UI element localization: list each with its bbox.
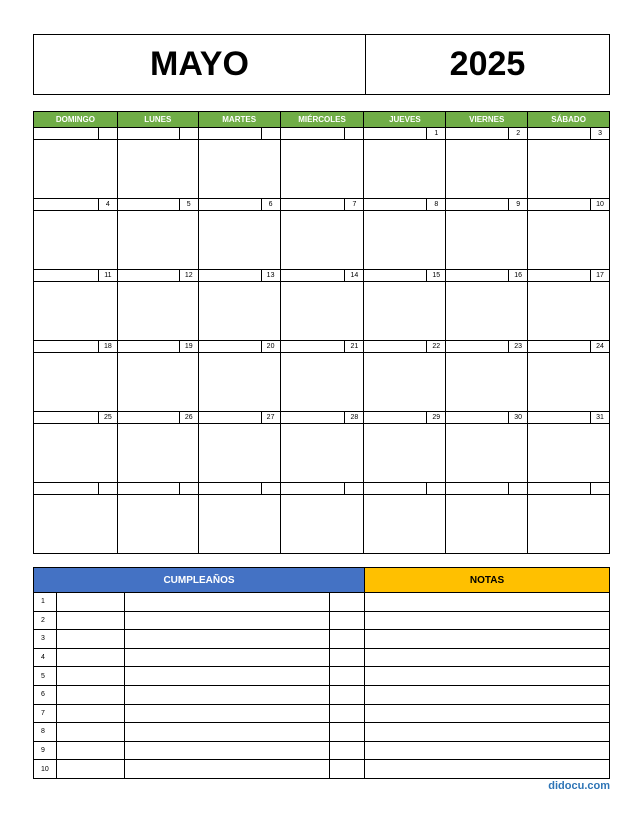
row-index: 6 [34,686,57,704]
day-body-cell[interactable] [34,211,118,270]
day-body-cell[interactable] [446,211,528,270]
birthday-cell[interactable] [57,667,125,685]
day-number-cell [34,412,118,424]
birthdays-header: CUMPLEAÑOS [34,568,365,592]
day-label-blank[interactable] [34,199,99,210]
row-index: 10 [34,760,57,779]
day-body-cell[interactable] [281,424,365,483]
day-number: 1 [434,130,439,137]
birthday-cell[interactable] [125,612,330,630]
weekday-header: SÁBADO [528,112,610,128]
birthday-cell[interactable] [330,667,365,685]
day-number-cell [281,199,365,211]
day-label-blank[interactable] [34,483,99,494]
day-label-blank[interactable] [199,199,262,210]
day-label-blank[interactable] [118,270,180,281]
day-number [427,483,445,494]
day-body-cell[interactable] [118,353,199,412]
day-number: 21 [350,343,359,350]
birthday-row [34,686,609,705]
day-label-blank[interactable] [118,483,180,494]
weekday-header: DOMINGO [34,112,118,128]
day-body-cell[interactable] [528,211,610,270]
day-number-cell [364,412,446,424]
day-body-cell[interactable] [528,140,610,199]
day-body-cell[interactable] [281,211,365,270]
day-number-cell [446,341,528,353]
birthday-row [34,742,609,761]
day-body-cell[interactable] [199,424,281,483]
notes-cell[interactable] [365,593,609,611]
day-body-cell[interactable] [446,353,528,412]
weekday-header: VIERNES [446,112,528,128]
day-number: 28 [350,414,359,421]
day-body-cell[interactable] [446,495,528,554]
day-number [180,128,198,139]
day-number-cell [281,128,365,140]
birthday-cell[interactable] [57,630,125,648]
day-number-cell [34,128,118,140]
row-index: 5 [34,667,57,685]
day-body-cell[interactable] [446,140,528,199]
row-index: 8 [34,723,57,741]
notes-cell[interactable] [365,612,609,630]
day-body-cell[interactable] [364,140,446,199]
day-label-blank[interactable] [281,199,346,210]
day-number: 29 [432,414,441,421]
birthday-cell[interactable] [125,593,330,611]
brand-watermark[interactable]: didocu.com [548,780,610,792]
day-body-cell[interactable] [364,495,446,554]
birthday-cell[interactable] [125,705,330,723]
week-number-row [34,412,610,424]
birthday-cell[interactable] [125,760,330,779]
day-number: 20 [266,343,275,350]
day-label-blank[interactable] [34,341,99,352]
birthday-row [34,630,609,649]
day-label-blank[interactable] [528,199,591,210]
week-number-row [34,128,610,140]
notes-cell[interactable] [365,649,609,667]
day-label-blank[interactable] [364,341,427,352]
notes-cell[interactable] [365,723,609,741]
day-number-cell [446,483,528,495]
day-label-blank[interactable] [446,199,509,210]
day-number: 9 [516,201,521,208]
day-number-cell [528,341,610,353]
day-body-cell[interactable] [118,424,199,483]
birthday-row [34,723,609,742]
day-number-cell [364,199,446,211]
week-body-row [34,140,610,199]
day-number: 23 [514,343,523,350]
day-number-cell [446,270,528,282]
day-label-blank[interactable] [34,128,99,139]
birthday-cell[interactable] [125,686,330,704]
day-body-cell[interactable] [528,353,610,412]
day-number-cell [528,270,610,282]
notes-cell[interactable] [365,705,609,723]
birthday-row [34,760,609,779]
day-label-blank[interactable] [118,128,180,139]
day-number: 30 [514,414,523,421]
week-number-row [34,199,610,211]
birthday-cell[interactable] [330,705,365,723]
birthday-cell[interactable] [330,630,365,648]
day-label-blank[interactable] [199,412,262,423]
birthday-cell[interactable] [57,593,125,611]
bottom-rows [34,593,609,779]
day-number: 26 [184,414,193,421]
day-number-cell [281,270,365,282]
day-number-cell [281,483,365,495]
week-body-row [34,353,610,412]
day-number-cell [446,128,528,140]
day-body-cell[interactable] [364,282,446,341]
day-label-blank[interactable] [364,128,427,139]
day-body-cell[interactable] [364,211,446,270]
day-label-blank[interactable] [118,341,180,352]
day-number-cell [528,483,610,495]
day-body-cell[interactable] [34,495,118,554]
birthday-cell[interactable] [330,742,365,760]
day-number [509,483,527,494]
day-body-cell[interactable] [118,140,199,199]
day-body-cell[interactable] [446,282,528,341]
day-number-cell [199,412,281,424]
day-number-cell [34,199,118,211]
day-number-cell [34,270,118,282]
day-label-blank[interactable] [364,270,427,281]
day-body-cell[interactable] [446,424,528,483]
day-body-cell[interactable] [364,424,446,483]
birthday-cell[interactable] [57,686,125,704]
week-body-row [34,211,610,270]
day-label-blank[interactable] [446,270,509,281]
day-number [591,483,609,494]
day-label-blank[interactable] [364,412,427,423]
notes-cell[interactable] [365,667,609,685]
birthday-row [34,667,609,686]
day-body-cell[interactable] [118,211,199,270]
day-number-cell [34,483,118,495]
day-label-blank[interactable] [528,412,591,423]
birthday-cell[interactable] [125,723,330,741]
day-number-cell [199,341,281,353]
day-number-cell [364,270,446,282]
birthday-cell[interactable] [125,742,330,760]
day-label-blank[interactable] [34,270,99,281]
notes-cell[interactable] [365,686,609,704]
day-number-cell [446,199,528,211]
birthday-cell[interactable] [330,593,365,611]
notes-cell[interactable] [365,742,609,760]
day-body-cell[interactable] [199,353,281,412]
day-number: 6 [268,201,273,208]
day-label-blank[interactable] [446,128,509,139]
day-label-blank[interactable] [281,128,346,139]
row-index: 2 [34,612,57,630]
row-index: 1 [34,593,57,611]
day-label-blank[interactable] [364,199,427,210]
day-number-cell [118,128,199,140]
birthday-cell[interactable] [57,612,125,630]
day-body-cell[interactable] [281,495,365,554]
birthday-cell[interactable] [125,649,330,667]
day-number [180,483,198,494]
day-label-blank[interactable] [199,270,262,281]
calendar-header [33,34,610,95]
day-number [262,128,280,139]
day-number-cell [118,341,199,353]
month-title: MAYO [34,35,366,94]
day-number-cell [199,199,281,211]
day-number [99,483,117,494]
day-number-cell [199,128,281,140]
day-body-cell[interactable] [34,282,118,341]
day-number-cell [199,270,281,282]
row-index: 7 [34,705,57,723]
birthday-cell[interactable] [57,649,125,667]
day-number: 31 [596,414,604,421]
day-label-blank[interactable] [528,483,591,494]
birthday-cell[interactable] [330,612,365,630]
day-body-cell[interactable] [34,140,118,199]
birthday-cell[interactable] [57,742,125,760]
day-label-blank[interactable] [199,341,262,352]
week-number-row [34,341,610,353]
day-number-cell [528,412,610,424]
birthday-row [34,593,609,612]
weekday-header: JUEVES [364,112,446,128]
day-number [345,483,363,494]
birthday-row [34,705,609,724]
day-body-cell[interactable] [281,282,365,341]
notes-cell[interactable] [365,760,609,779]
day-number: 11 [104,272,112,279]
day-label-blank[interactable] [281,270,346,281]
day-number: 24 [596,343,604,350]
week-number-row [34,483,610,495]
day-body-cell[interactable] [34,353,118,412]
birthday-cell[interactable] [57,760,125,779]
day-number: 19 [184,343,193,350]
birthday-row [34,612,609,631]
day-number: 27 [266,414,275,421]
day-body-cell[interactable] [528,495,610,554]
day-number-cell [281,341,365,353]
birthday-cell[interactable] [330,686,365,704]
day-label-blank[interactable] [199,483,262,494]
week-body-row [34,424,610,483]
day-label-blank[interactable] [528,270,591,281]
day-label-blank[interactable] [34,412,99,423]
day-body-cell[interactable] [118,282,199,341]
day-body-cell[interactable] [199,140,281,199]
day-number: 16 [514,272,523,279]
day-body-cell[interactable] [528,424,610,483]
day-number: 3 [598,130,602,137]
birthday-cell[interactable] [57,705,125,723]
day-label-blank[interactable] [281,412,346,423]
day-number-cell [118,199,199,211]
weekday-header: MIÉRCOLES [281,112,365,128]
day-number-cell [281,412,365,424]
day-number: 2 [516,130,521,137]
day-label-blank[interactable] [199,128,262,139]
day-number-cell [528,199,610,211]
day-number [99,128,117,139]
day-number: 8 [434,201,439,208]
day-number: 17 [596,272,604,279]
notes-header: NOTAS [365,568,609,592]
day-label-blank[interactable] [446,483,509,494]
day-label-blank[interactable] [528,128,591,139]
day-number: 7 [352,201,357,208]
weekday-header-row [34,112,610,128]
day-number: 25 [103,414,112,421]
day-label-blank[interactable] [446,341,509,352]
day-number: 10 [596,201,604,208]
day-number-cell [199,483,281,495]
day-number-cell [528,128,610,140]
day-number-cell [118,412,199,424]
day-body-cell[interactable] [199,282,281,341]
day-body-cell[interactable] [199,211,281,270]
day-number-cell [446,412,528,424]
birthday-row [34,649,609,668]
day-body-cell[interactable] [199,495,281,554]
row-index: 3 [34,630,57,648]
week-body-row [34,282,610,341]
day-number: 15 [432,272,441,279]
day-number: 4 [105,201,110,208]
day-number-cell [118,483,199,495]
day-number-cell [364,483,446,495]
day-number-cell [364,341,446,353]
day-label-blank[interactable] [446,412,509,423]
year-title: 2025 [449,45,526,83]
week-number-row [34,270,610,282]
day-label-blank[interactable] [118,412,180,423]
day-label-blank[interactable] [528,341,591,352]
row-index: 9 [34,742,57,760]
day-label-blank[interactable] [364,483,427,494]
birthday-cell[interactable] [330,760,365,779]
day-number: 5 [186,201,191,208]
day-label-blank[interactable] [118,199,180,210]
birthday-cell[interactable] [125,630,330,648]
bottom-header [34,568,609,593]
weekday-header: MARTES [199,112,281,128]
day-body-cell[interactable] [281,353,365,412]
day-number: 12 [184,272,193,279]
day-number: 13 [266,272,275,279]
day-body-cell[interactable] [34,424,118,483]
day-number: 18 [103,343,112,350]
day-body-cell[interactable] [118,495,199,554]
day-number [262,483,280,494]
day-label-blank[interactable] [281,483,346,494]
day-number-cell [34,341,118,353]
week-body-row [34,495,610,554]
calendar-grid [33,111,610,554]
birthday-cell[interactable] [330,649,365,667]
birthday-cell[interactable] [57,723,125,741]
day-number-cell [364,128,446,140]
weekday-header: LUNES [118,112,199,128]
row-index: 4 [34,649,57,667]
day-body-cell[interactable] [528,282,610,341]
day-number-cell [118,270,199,282]
day-body-cell[interactable] [364,353,446,412]
birthdays-notes-table [33,567,610,779]
day-number [345,128,363,139]
day-number: 22 [432,343,441,350]
day-body-cell[interactable] [281,140,365,199]
birthday-cell[interactable] [125,667,330,685]
birthday-cell[interactable] [330,723,365,741]
day-label-blank[interactable] [281,341,346,352]
notes-cell[interactable] [365,630,609,648]
day-number: 14 [350,272,359,279]
